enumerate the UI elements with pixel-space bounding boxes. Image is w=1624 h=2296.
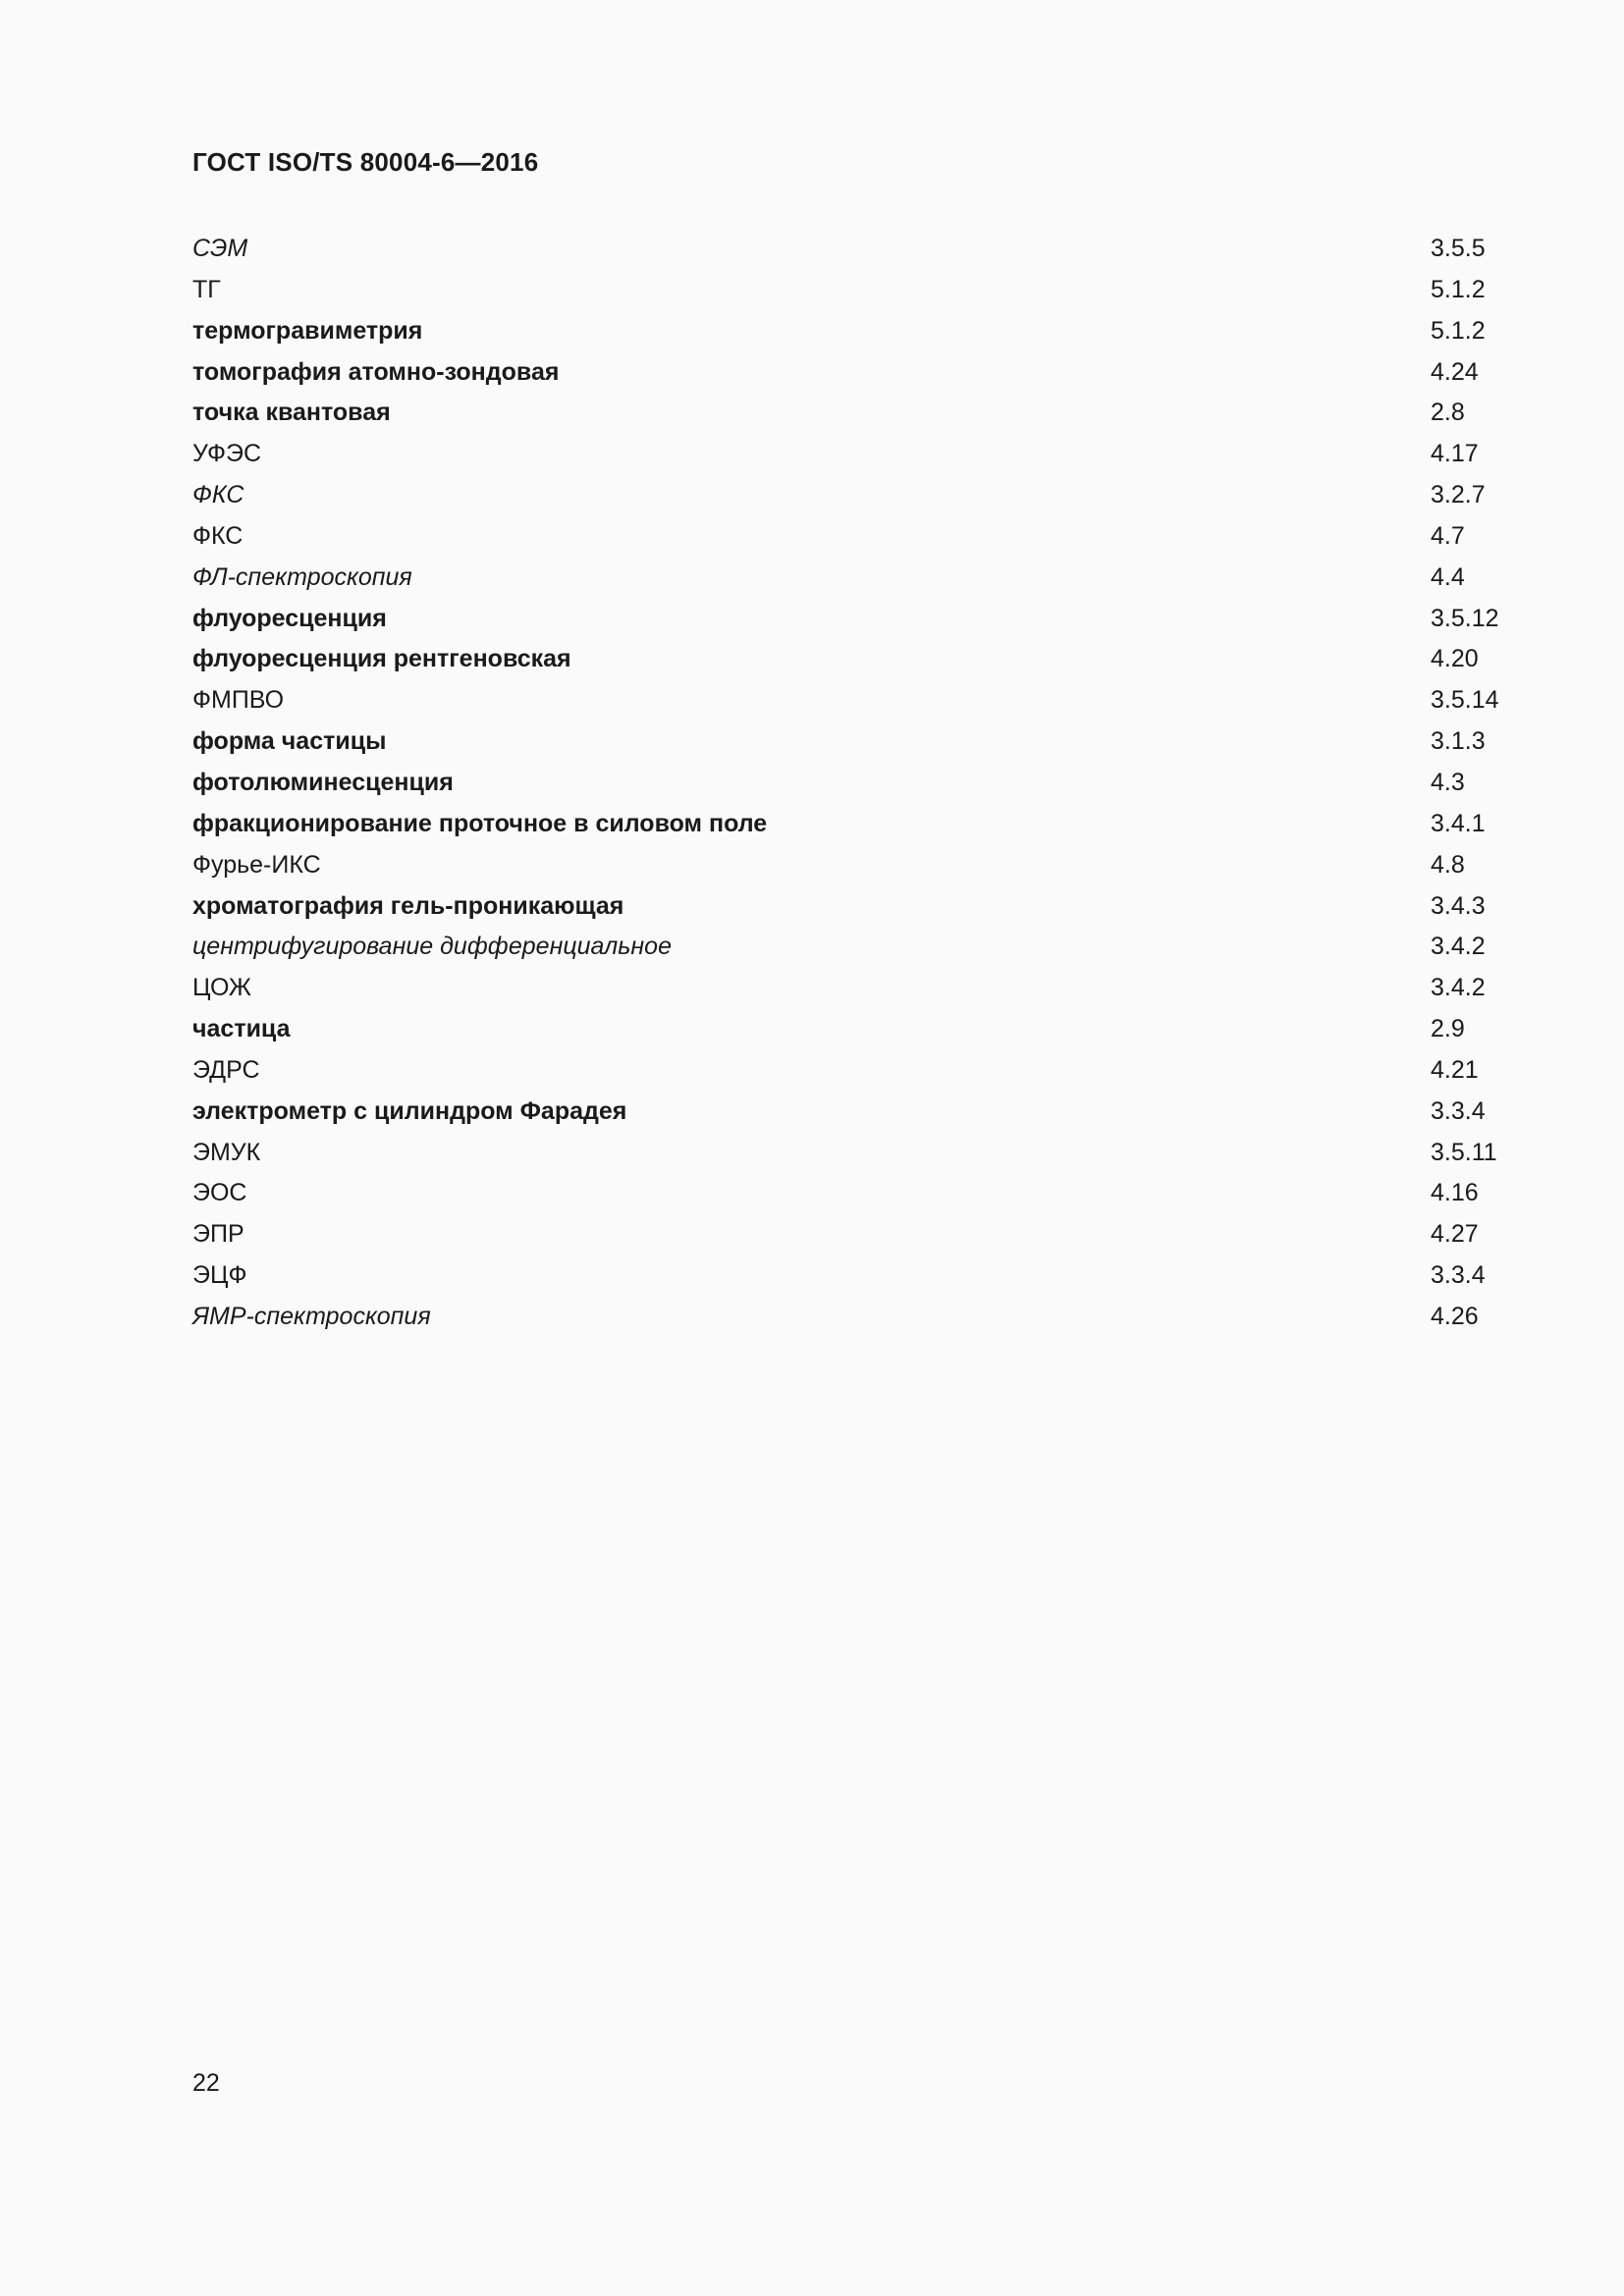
index-term: СЭМ: [192, 235, 248, 262]
index-reference: 3.4.1: [1431, 809, 1486, 837]
index-term: ФКС: [192, 521, 244, 550]
index-row: [192, 1012, 1508, 1053]
index-term: Фурье-ИКС: [192, 850, 321, 879]
index-reference: 3.4.3: [1431, 891, 1486, 920]
index-reference: 4.20: [1431, 645, 1479, 673]
index-term: ЭМУК: [192, 1138, 261, 1166]
index-term: томография атомно-зондовая: [192, 357, 560, 386]
index-row: [192, 642, 1508, 683]
index-row: [192, 1053, 1508, 1095]
index-term: флуоресценция: [192, 604, 387, 632]
index-reference: 3.3.4: [1431, 1096, 1486, 1125]
index-row: [192, 724, 1508, 766]
index-row: [192, 971, 1508, 1012]
index-reference: 2.9: [1431, 1015, 1465, 1043]
index-reference: 4.24: [1431, 357, 1479, 386]
index-row: [192, 602, 1508, 643]
index-reference: 4.8: [1431, 850, 1465, 879]
index-term: ФЛ-спектроскопия: [192, 562, 412, 591]
index-reference: 3.3.4: [1431, 1261, 1486, 1290]
index-term: электрометр с цилиндром Фарадея: [192, 1096, 627, 1125]
index-row: [192, 1136, 1508, 1177]
index-row: [192, 1258, 1508, 1300]
index-term: ЭПР: [192, 1220, 244, 1249]
index-row: [192, 766, 1508, 807]
index-row: [192, 396, 1508, 437]
index-row: [192, 314, 1508, 355]
index-reference: 5.1.2: [1431, 316, 1486, 345]
index-row: [192, 232, 1508, 273]
index-reference: 3.5.5: [1431, 235, 1486, 262]
index-term: ЭДРС: [192, 1055, 260, 1084]
index-reference: 4.4: [1431, 562, 1465, 591]
index-term: ЯМР-спектроскопия: [192, 1302, 431, 1330]
index-reference: 4.17: [1431, 440, 1479, 468]
index-term: ФМПВО: [192, 686, 285, 715]
index-row: [192, 848, 1508, 889]
index-reference: 3.2.7: [1431, 481, 1486, 509]
index-reference: 5.1.2: [1431, 275, 1486, 303]
index-reference: 3.5.11: [1431, 1138, 1497, 1166]
index-row: [192, 889, 1508, 931]
index-reference: 4.7: [1431, 521, 1465, 550]
index-row: [192, 1176, 1508, 1217]
index-reference: 4.3: [1431, 768, 1465, 796]
page-number: 22: [192, 2069, 220, 2097]
index-row: [192, 1217, 1508, 1258]
index-row: [192, 930, 1508, 971]
index-term: хроматография гель-проникающая: [192, 891, 624, 920]
index-reference: 4.21: [1431, 1055, 1479, 1084]
index-term: термогравиметрия: [192, 316, 423, 345]
index-reference: 3.5.14: [1431, 686, 1499, 715]
index-term: ЦОЖ: [192, 974, 251, 1002]
index-term: центрифугирование дифференциальное: [192, 933, 672, 961]
index-term: УФЭС: [192, 440, 262, 468]
document-header: ГОСТ ISO/TS 80004-6—2016: [192, 147, 539, 177]
index-reference: 3.4.2: [1431, 974, 1486, 1002]
index-term: ТГ: [192, 275, 221, 303]
index-term: ФКС: [192, 481, 244, 509]
index-reference: 2.8: [1431, 399, 1465, 427]
index-reference: 4.16: [1431, 1179, 1479, 1207]
index-reference: 4.26: [1431, 1302, 1479, 1330]
term-index-list: [192, 232, 1508, 1341]
index-term: форма частицы: [192, 727, 387, 756]
index-term: фотолюминесценция: [192, 768, 454, 796]
index-row: [192, 437, 1508, 478]
index-row: [192, 683, 1508, 724]
index-reference: 3.1.3: [1431, 727, 1486, 756]
index-row: [192, 355, 1508, 397]
index-row: [192, 478, 1508, 519]
index-reference: 3.5.12: [1431, 604, 1499, 632]
index-row: [192, 1095, 1508, 1136]
index-row: [192, 561, 1508, 602]
index-reference: 3.4.2: [1431, 933, 1486, 961]
index-row: [192, 1300, 1508, 1341]
index-term: точка квантовая: [192, 399, 391, 427]
index-term: частица: [192, 1015, 291, 1043]
index-row: [192, 273, 1508, 314]
index-term: флуоресценция рентгеновская: [192, 645, 571, 673]
index-term: ЭОС: [192, 1179, 247, 1207]
index-row: [192, 519, 1508, 561]
index-term: ЭЦФ: [192, 1261, 247, 1290]
index-term: фракционирование проточное в силовом поле: [192, 809, 768, 837]
index-reference: 4.27: [1431, 1220, 1479, 1249]
index-row: [192, 807, 1508, 848]
